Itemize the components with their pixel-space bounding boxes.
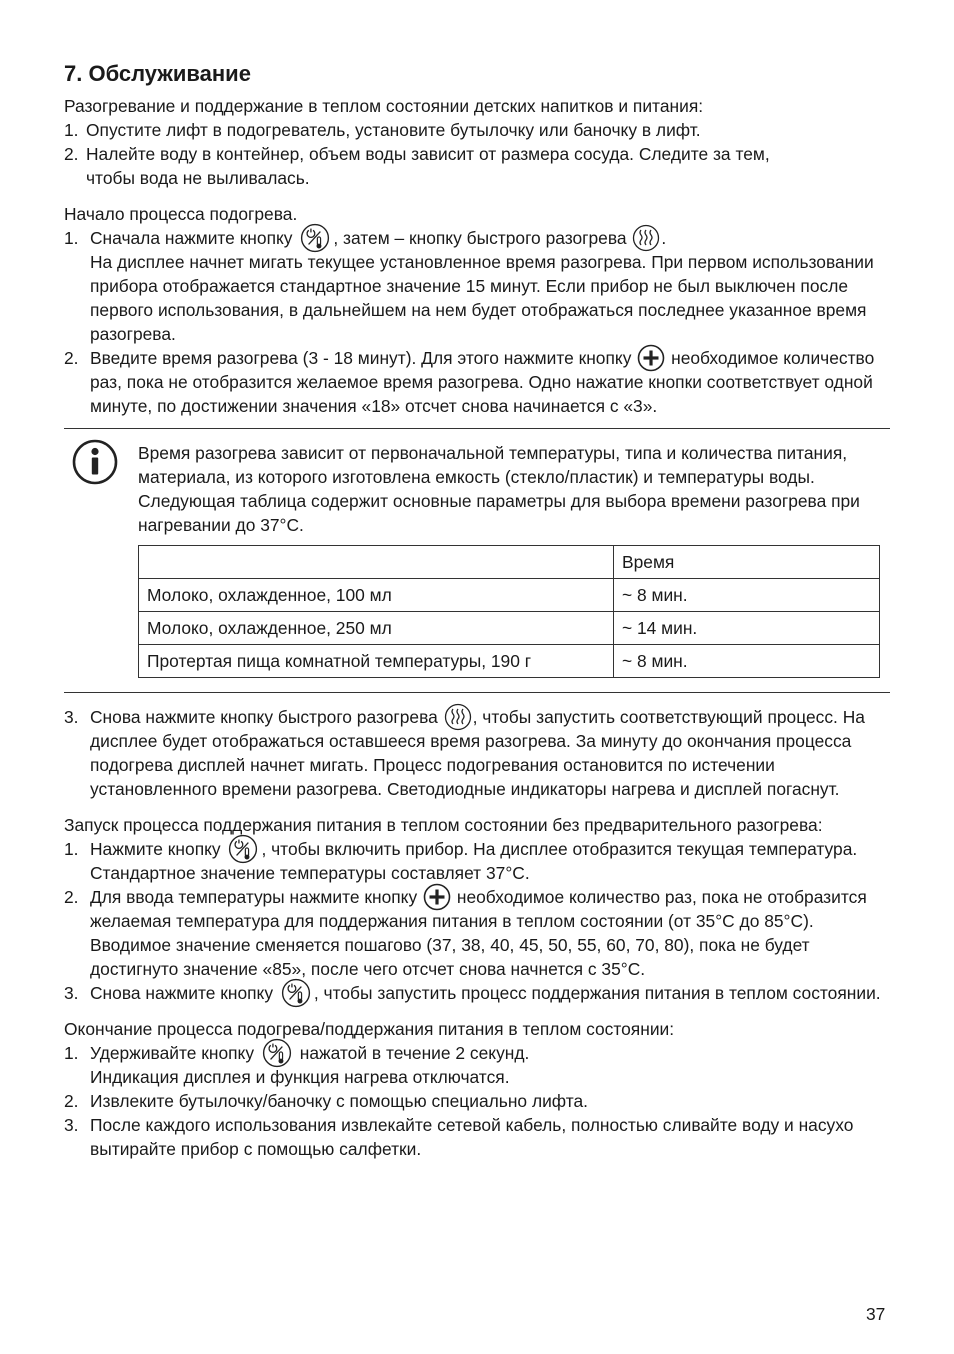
step-text-part: Удерживайте кнопку — [90, 1043, 255, 1063]
table-cell: Протертая пища комнатной температуры, 190 г — [139, 645, 614, 678]
heat-step-2 — [64, 346, 890, 418]
step-number: 1. — [64, 839, 79, 859]
step-text-part: На дисплее начнет мигать текущее установленное время разогрева. При первом использовании прибора отображается стандартное значение 15 минут. Если прибор не был выключен после первого использования, в дальнейшем на нем будет отображаться последнее указанное время разогрева. — [90, 252, 874, 344]
power-temp-button-icon — [298, 223, 332, 253]
intro-text: Разогревание и поддержание в теплом состоянии детских напитков и питания: — [64, 96, 704, 116]
step-number: 2. — [64, 144, 79, 164]
table-header-row — [139, 546, 880, 579]
section-heading: 7. Обслуживание — [64, 61, 251, 86]
step-text-part: Введите время разогрева (3 - 18 минут). Для этого нажмите кнопку — [90, 348, 632, 368]
step-text-part: Снова нажмите кнопку — [90, 983, 274, 1003]
table-header-cell: Время — [614, 546, 880, 579]
table-header-cell — [139, 546, 614, 579]
step-text — [90, 837, 890, 885]
table-row — [139, 645, 880, 678]
step-text — [90, 226, 890, 346]
step-number: 1. — [64, 228, 79, 248]
step-text-part: Снова нажмите кнопку быстрого разогрева — [90, 707, 438, 727]
step-number: 3. — [64, 983, 79, 1003]
step-text-part: необходимое количество раз, пока не отобразится желаемое время разогрева. Одно нажатие кнопки соответствует одной минуте, по достижении значения «18» отсчет снова начинается с «3». — [90, 348, 875, 416]
step-text: Извлеките бутылочку/баночку с помощью специально лифта. — [90, 1091, 589, 1111]
step-number: 3. — [64, 1115, 79, 1135]
end-step-1 — [64, 1041, 890, 1089]
table-row — [139, 579, 880, 612]
end-title: Окончание процесса подогрева/поддержания питания в теплом состоянии: — [64, 1019, 675, 1039]
step-text-part: нажатой в течение 2 секунд. — [299, 1043, 530, 1063]
plus-button-icon — [423, 883, 451, 911]
heat-step-3 — [64, 705, 890, 801]
note-text: Время разогрева зависит от первоначальной температуры, типа и количества питания, материала, из которого изготовлена емкость (стекло/пластик) и температуры воды. Следующая таблица содержит основные параметры для выбора времени разогрева при нагревании до 37°C. — [138, 443, 860, 535]
end-step-3 — [64, 1113, 890, 1161]
table-cell: ~ 8 мин. — [614, 645, 880, 678]
keep-step-1 — [64, 837, 890, 885]
prep-step-1 — [64, 118, 890, 142]
heating-time-table — [138, 545, 880, 678]
step-text-line2: чтобы вода не выливалась. — [86, 168, 310, 188]
power-temp-button-icon — [226, 834, 260, 864]
step-number: 1. — [64, 1043, 79, 1063]
heat-step-1 — [64, 226, 890, 346]
step-text-part: Для ввода температуры нажмите кнопку — [90, 887, 418, 907]
power-temp-button-icon — [279, 978, 313, 1008]
step-text-line1: Налейте воду в контейнер, объем воды зависит от размера сосуда. Следите за тем, — [86, 144, 770, 164]
table-cell: ~ 14 мин. — [614, 612, 880, 645]
keep-step-3 — [64, 981, 890, 1005]
table-cell: ~ 8 мин. — [614, 579, 880, 612]
step-text — [86, 142, 890, 190]
step-text-part: , чтобы запустить соответствующий процесс. На дисплее будет отображаться оставшееся время разогрева. За минуту до окончания процесса подогрева дисплей начнет мигать. Процесс подогревания остановится по истечении установленного времени разогрева. Светодиодные индикаторы нагрева и дисплей погаснут. — [90, 707, 865, 799]
page-number: 37 — [866, 1304, 886, 1324]
step-text-part: необходимое количество раз, пока не отобразится желаемая температура для поддержания питания в теплом состоянии (от 35°C до 85°C). Вводимое значение сменяется пошагово (37, 38, 40, 45, 50, 55, 60, 70, 80), пока не будет достигнуто значение «85», после чего отсчет снова начнется с 35°C. — [90, 887, 867, 979]
step-text — [90, 346, 890, 418]
step-text-part: , чтобы включить прибор. На дисплее отобразится текущая температура. Стандартное значение температуры составляет 37°C. — [90, 839, 858, 883]
step-text-part: . — [661, 228, 667, 248]
end-step-2 — [64, 1089, 890, 1113]
step-text-part: , затем – кнопку быстрого разогрева — [333, 228, 627, 248]
power-temp-button-icon — [260, 1038, 294, 1068]
step-text-part: Нажмите кнопку — [90, 839, 221, 859]
step-number: 2. — [64, 1091, 79, 1111]
quick-heat-button-icon — [444, 703, 472, 731]
step-text: После каждого использования извлекайте сетевой кабель, полностью сливайте воду и насухо вытирайте прибор с помощью салфетки. — [90, 1115, 854, 1159]
step-text — [90, 885, 890, 981]
step-text: Опустите лифт в подогреватель, установите бутылочку или баночку в лифт. — [86, 120, 701, 140]
table-cell: Молоко, охлажденное, 100 мл — [139, 579, 614, 612]
step-text — [90, 705, 890, 801]
prep-step-2 — [64, 142, 890, 190]
step-number: 2. — [64, 348, 79, 368]
step-number: 3. — [64, 707, 79, 727]
plus-button-icon — [637, 344, 665, 372]
info-icon — [72, 439, 118, 485]
step-text — [90, 981, 890, 1005]
quick-heat-button-icon — [632, 224, 660, 252]
info-note — [64, 428, 890, 693]
heat-title: Начало процесса подогрева. — [64, 204, 298, 224]
step-text-part: Индикация дисплея и функция нагрева отключатся. — [90, 1067, 510, 1087]
table-cell: Молоко, охлажденное, 250 мл — [139, 612, 614, 645]
keep-step-2 — [64, 885, 890, 981]
step-number: 2. — [64, 887, 79, 907]
step-text — [90, 1041, 890, 1089]
step-text-part: , чтобы запустить процесс поддержания питания в теплом состоянии. — [313, 983, 881, 1003]
step-text-part: Сначала нажмите кнопку — [90, 228, 293, 248]
table-row — [139, 612, 880, 645]
manual-page — [64, 58, 890, 1161]
keep-warm-title: Запуск процесса поддержания питания в теплом состоянии без предварительного разогрева: — [64, 815, 823, 835]
step-number: 1. — [64, 120, 79, 140]
